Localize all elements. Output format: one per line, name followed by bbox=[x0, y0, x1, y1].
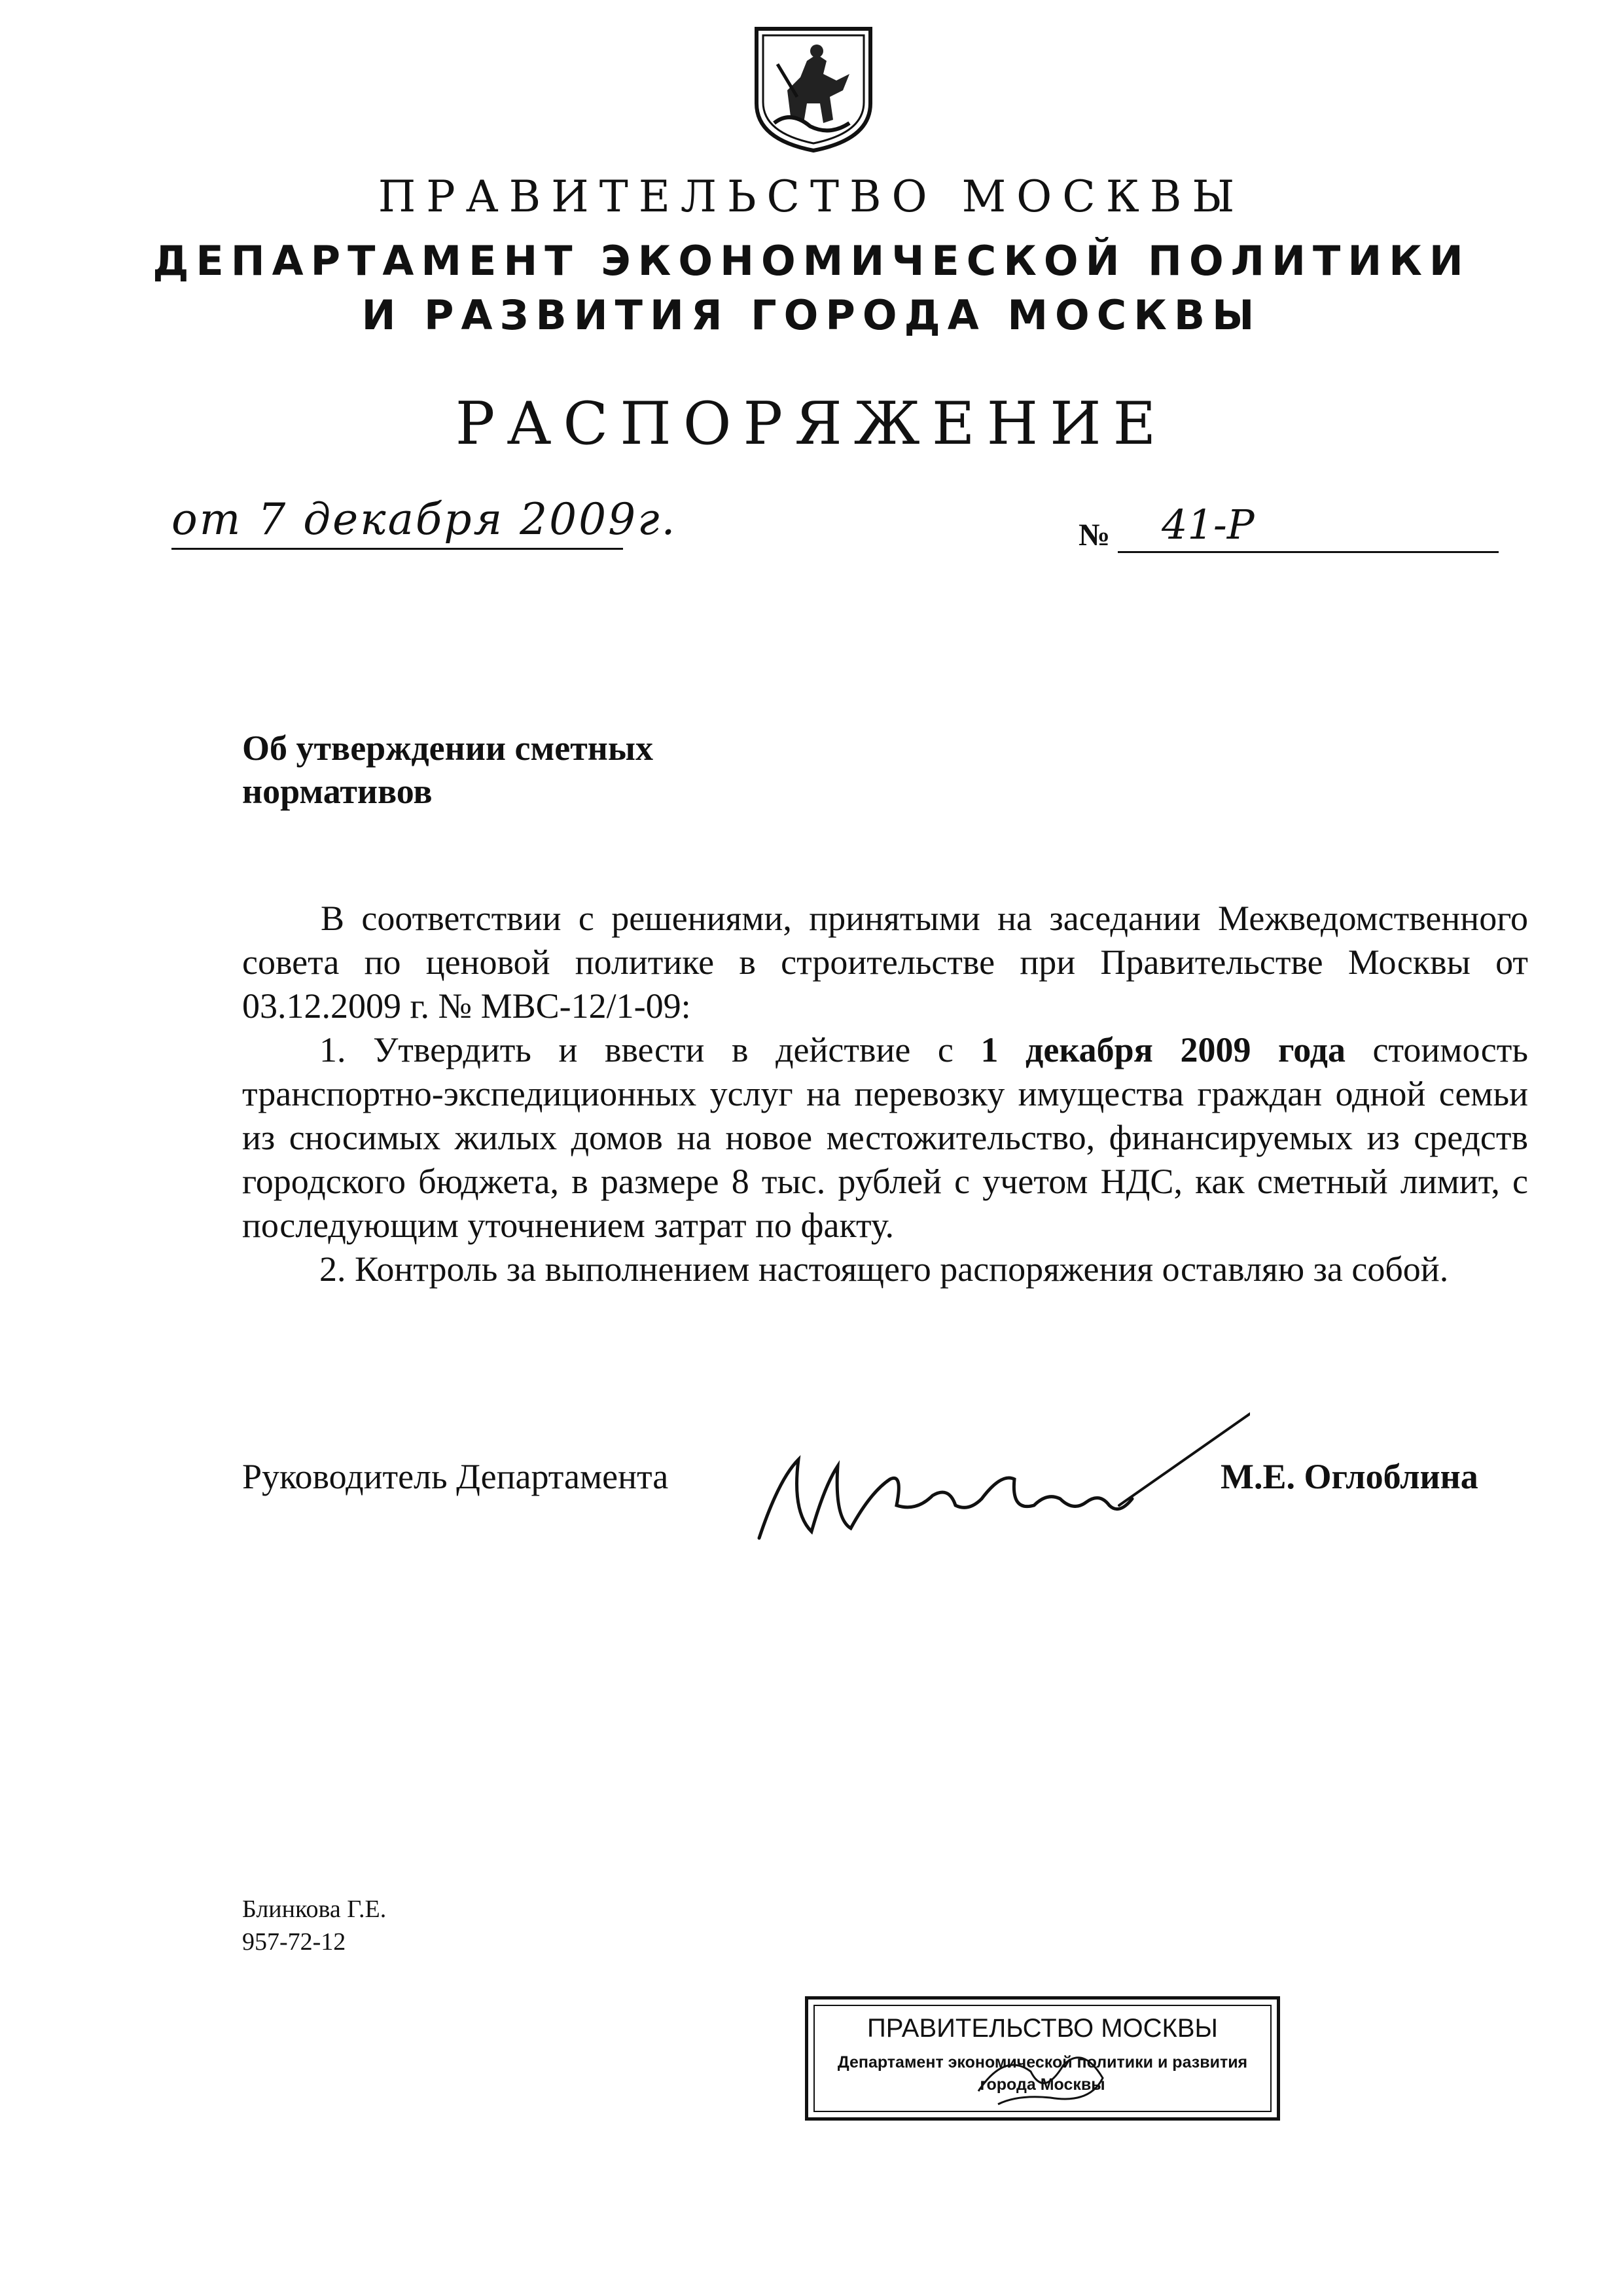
moscow-coat-of-arms-icon bbox=[751, 25, 876, 152]
stamp-line2: Департамент экономической политики и развития bbox=[837, 2053, 1248, 2072]
government-name: ПРАВИТЕЛЬСТВО МОСКВЫ bbox=[378, 171, 1245, 222]
item1-suffix: стоимость транспортно-экспедиционных услуг на перевозку имущества граждан одной семьи из сносимых жилых домов на новое местожительство, финансируемых из средств городского бюджета, в размере 8 тыс. рублей с учетом НДС, как сметный лимит, с последующим уточнением затрат по факту. bbox=[242, 1030, 1528, 1245]
body-item2: 2. Контроль за выполнением настоящего распоряжения оставляю за собой. bbox=[319, 1249, 1449, 1289]
executor-name: Блинкова Г.Е. bbox=[242, 1895, 387, 1923]
stamp-line3: города Москвы bbox=[980, 2075, 1105, 2094]
item1-date: 1 декабря 2009 года bbox=[980, 1030, 1346, 1069]
body-item1 bbox=[242, 1028, 1528, 1247]
document-number: 41-Р bbox=[1162, 501, 1255, 548]
date-underline bbox=[171, 548, 623, 550]
department-name-line2: И РАЗВИТИЯ ГОРОДА МОСКВЫ bbox=[361, 291, 1262, 339]
signatory-title: Руководитель Департамента bbox=[242, 1457, 669, 1496]
subject-line1: Об утверждении сметных bbox=[242, 728, 653, 768]
handwritten-signature-icon bbox=[753, 1407, 1250, 1558]
body-intro: В соответствии с решениями, принятыми на заседании Межведомственного совета по ценовой политике в строительстве при Правительстве Москвы от 03.12.2009 г. № МВС-12/1-09: bbox=[242, 899, 1528, 1026]
document-date: от 7 декабря 2009г. bbox=[171, 494, 677, 545]
executor-phone: 957-72-12 bbox=[242, 1928, 346, 1956]
official-stamp bbox=[805, 1996, 1280, 2121]
document-subject bbox=[242, 726, 653, 813]
document-body bbox=[242, 897, 1528, 1291]
item1-prefix: 1. Утвердить и ввести в действие с bbox=[319, 1030, 981, 1069]
document-title: РАСПОРЯЖЕНИЕ bbox=[455, 389, 1168, 458]
stamp-initials-icon bbox=[972, 2039, 1122, 2111]
department-name-line1: ДЕПАРТАМЕНТ ЭКОНОМИЧЕСКОЙ ПОЛИТИКИ bbox=[152, 237, 1471, 285]
signatory-name: М.Е. Оглоблина bbox=[1221, 1457, 1478, 1496]
stamp-line1: ПРАВИТЕЛЬСТВО МОСКВЫ bbox=[867, 2014, 1218, 2043]
number-underline bbox=[1118, 551, 1499, 553]
number-sign: № bbox=[1079, 518, 1111, 552]
subject-line2: нормативов bbox=[242, 772, 433, 811]
